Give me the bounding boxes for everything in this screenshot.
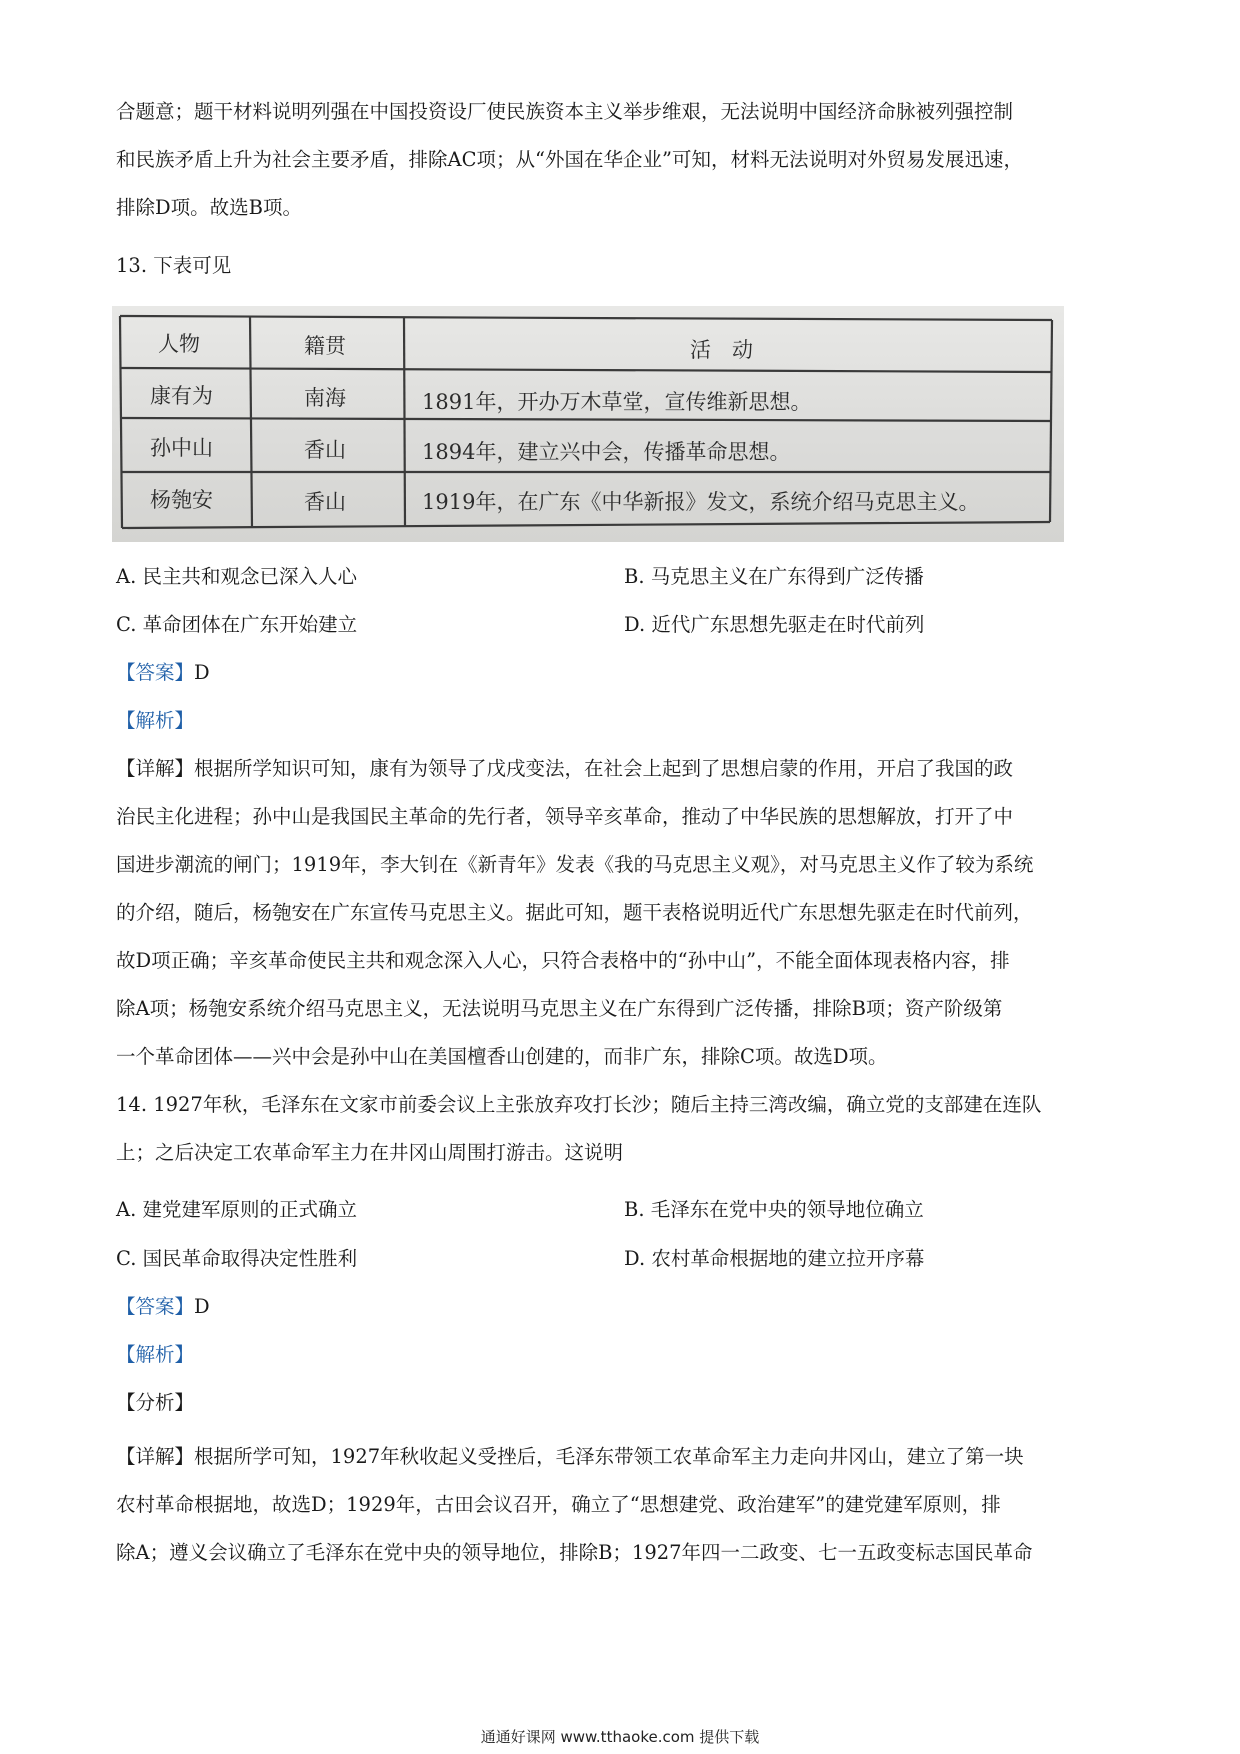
option-d: D. 农村革命根据地的建立拉开序幕 bbox=[624, 1247, 925, 1270]
page-footer: 通通好课网 www.tthaoke.com 提供下载 bbox=[480, 1728, 760, 1746]
detail-tag: 【详解】 bbox=[116, 1445, 195, 1468]
analysis-tag: 【解析】 bbox=[116, 709, 195, 732]
detail-line: 除A；遵义会议确立了毛泽东在党中央的领导地位，排除B；1927年四一二政变、七一五政变标志国民革命 bbox=[116, 1541, 1033, 1564]
question-14-stem: 14. 1927年秋，毛泽东在文家市前委会议上主张放弃攻打长沙；随后主持三湾改编，确立党的支部建在连队 bbox=[116, 1093, 1042, 1116]
option-c: C. 国民革命取得决定性胜利 bbox=[116, 1247, 358, 1270]
table-header-person: 人物 bbox=[158, 332, 200, 356]
table-header-origin: 籍贯 bbox=[304, 334, 346, 358]
option-d: D. 近代广东思想先驱走在时代前列 bbox=[624, 613, 925, 636]
detail-line: 治民主化进程；孙中山是我国民主革命的先行者，领导辛亥革命，推动了中华民族的思想解放，打开了中 bbox=[116, 805, 1014, 828]
paragraph-line: 排除D项。故选B项。 bbox=[116, 196, 302, 219]
option-b: B. 马克思主义在广东得到广泛传播 bbox=[624, 565, 924, 588]
paragraph-line: 和民族矛盾上升为社会主要矛盾，排除AC项；从“外国在华企业”可知，材料无法说明对外贸易发展迅速， bbox=[116, 148, 1023, 171]
answer-value: D bbox=[194, 1295, 210, 1318]
question-13-table-photo bbox=[112, 306, 1064, 542]
detail-line: 的介绍，随后，杨匏安在广东宣传马克思主义。据此可知，题干表格说明近代广东思想先驱走在时代前列， bbox=[116, 901, 1033, 924]
table-cell-person: 孙中山 bbox=[150, 436, 213, 460]
table-cell-activity: 1919年，在广东《中华新报》发文，系统介绍马克思主义。 bbox=[422, 490, 980, 514]
option-a: A. 建党建军原则的正式确立 bbox=[116, 1198, 357, 1221]
detail-text: 根据所学可知，1927年秋收起义受挫后，毛泽东带领工农革命军主力走向井冈山，建立了第一块 bbox=[194, 1445, 1024, 1468]
detail-line: 国进步潮流的闸门；1919年，李大钊在《新青年》发表《我的马克思主义观》，对马克思主义作了较为系统 bbox=[116, 853, 1034, 876]
question-13-stem: 13. 下表可见 bbox=[116, 254, 232, 277]
table-cell-origin: 香山 bbox=[304, 438, 346, 462]
fenxi-tag: 【分析】 bbox=[116, 1391, 195, 1414]
table-header-activity: 活 动 bbox=[690, 338, 753, 362]
table-cell-activity: 1891年，开办万木草堂，宣传维新思想。 bbox=[422, 390, 812, 414]
answer-tag: 【答案】 bbox=[116, 1295, 195, 1318]
question-14-stem: 上；之后决定工农革命军主力在井冈山周围打游击。这说明 bbox=[116, 1141, 624, 1164]
table-cell-activity: 1894年，建立兴中会，传播革命思想。 bbox=[422, 440, 791, 464]
option-b: B. 毛泽东在党中央的领导地位确立 bbox=[624, 1198, 924, 1221]
answer-value: D bbox=[194, 661, 210, 684]
answer-tag: 【答案】 bbox=[116, 661, 195, 684]
table-cell-origin: 香山 bbox=[304, 490, 346, 514]
detail-line bbox=[116, 755, 1136, 783]
answer-line bbox=[116, 659, 1136, 687]
detail-text: 根据所学知识可知，康有为领导了戊戌变法，在社会上起到了思想启蒙的作用，开启了我国的政 bbox=[194, 757, 1014, 780]
detail-line: 除A项；杨匏安系统介绍马克思主义，无法说明马克思主义在广东得到广泛传播，排除B项；资产阶级第 bbox=[116, 997, 1003, 1020]
detail-line: 一个革命团体——兴中会是孙中山在美国檀香山创建的，而非广东，排除C项。故选D项。 bbox=[116, 1045, 888, 1068]
detail-line bbox=[116, 1443, 1136, 1471]
paragraph-line: 合题意；题干材料说明列强在中国投资设厂使民族资本主义举步维艰，无法说明中国经济命脉被列强控制 bbox=[116, 100, 1014, 123]
option-a: A. 民主共和观念已深入人心 bbox=[116, 565, 357, 588]
detail-tag: 【详解】 bbox=[116, 757, 195, 780]
table-cell-person: 康有为 bbox=[150, 384, 213, 408]
option-c: C. 革命团体在广东开始建立 bbox=[116, 613, 358, 636]
detail-line: 故D项正确；辛亥革命使民主共和观念深入人心，只符合表格中的“孙中山”，不能全面体现表格内容，排 bbox=[116, 949, 1010, 972]
answer-line bbox=[116, 1293, 1136, 1321]
detail-line: 农村革命根据地，故选D；1929年，古田会议召开，确立了“思想建党、政治建军”的建党建军原则，排 bbox=[116, 1493, 1001, 1516]
analysis-tag: 【解析】 bbox=[116, 1343, 195, 1366]
table-cell-person: 杨匏安 bbox=[150, 488, 213, 512]
table-cell-origin: 南海 bbox=[304, 386, 346, 410]
